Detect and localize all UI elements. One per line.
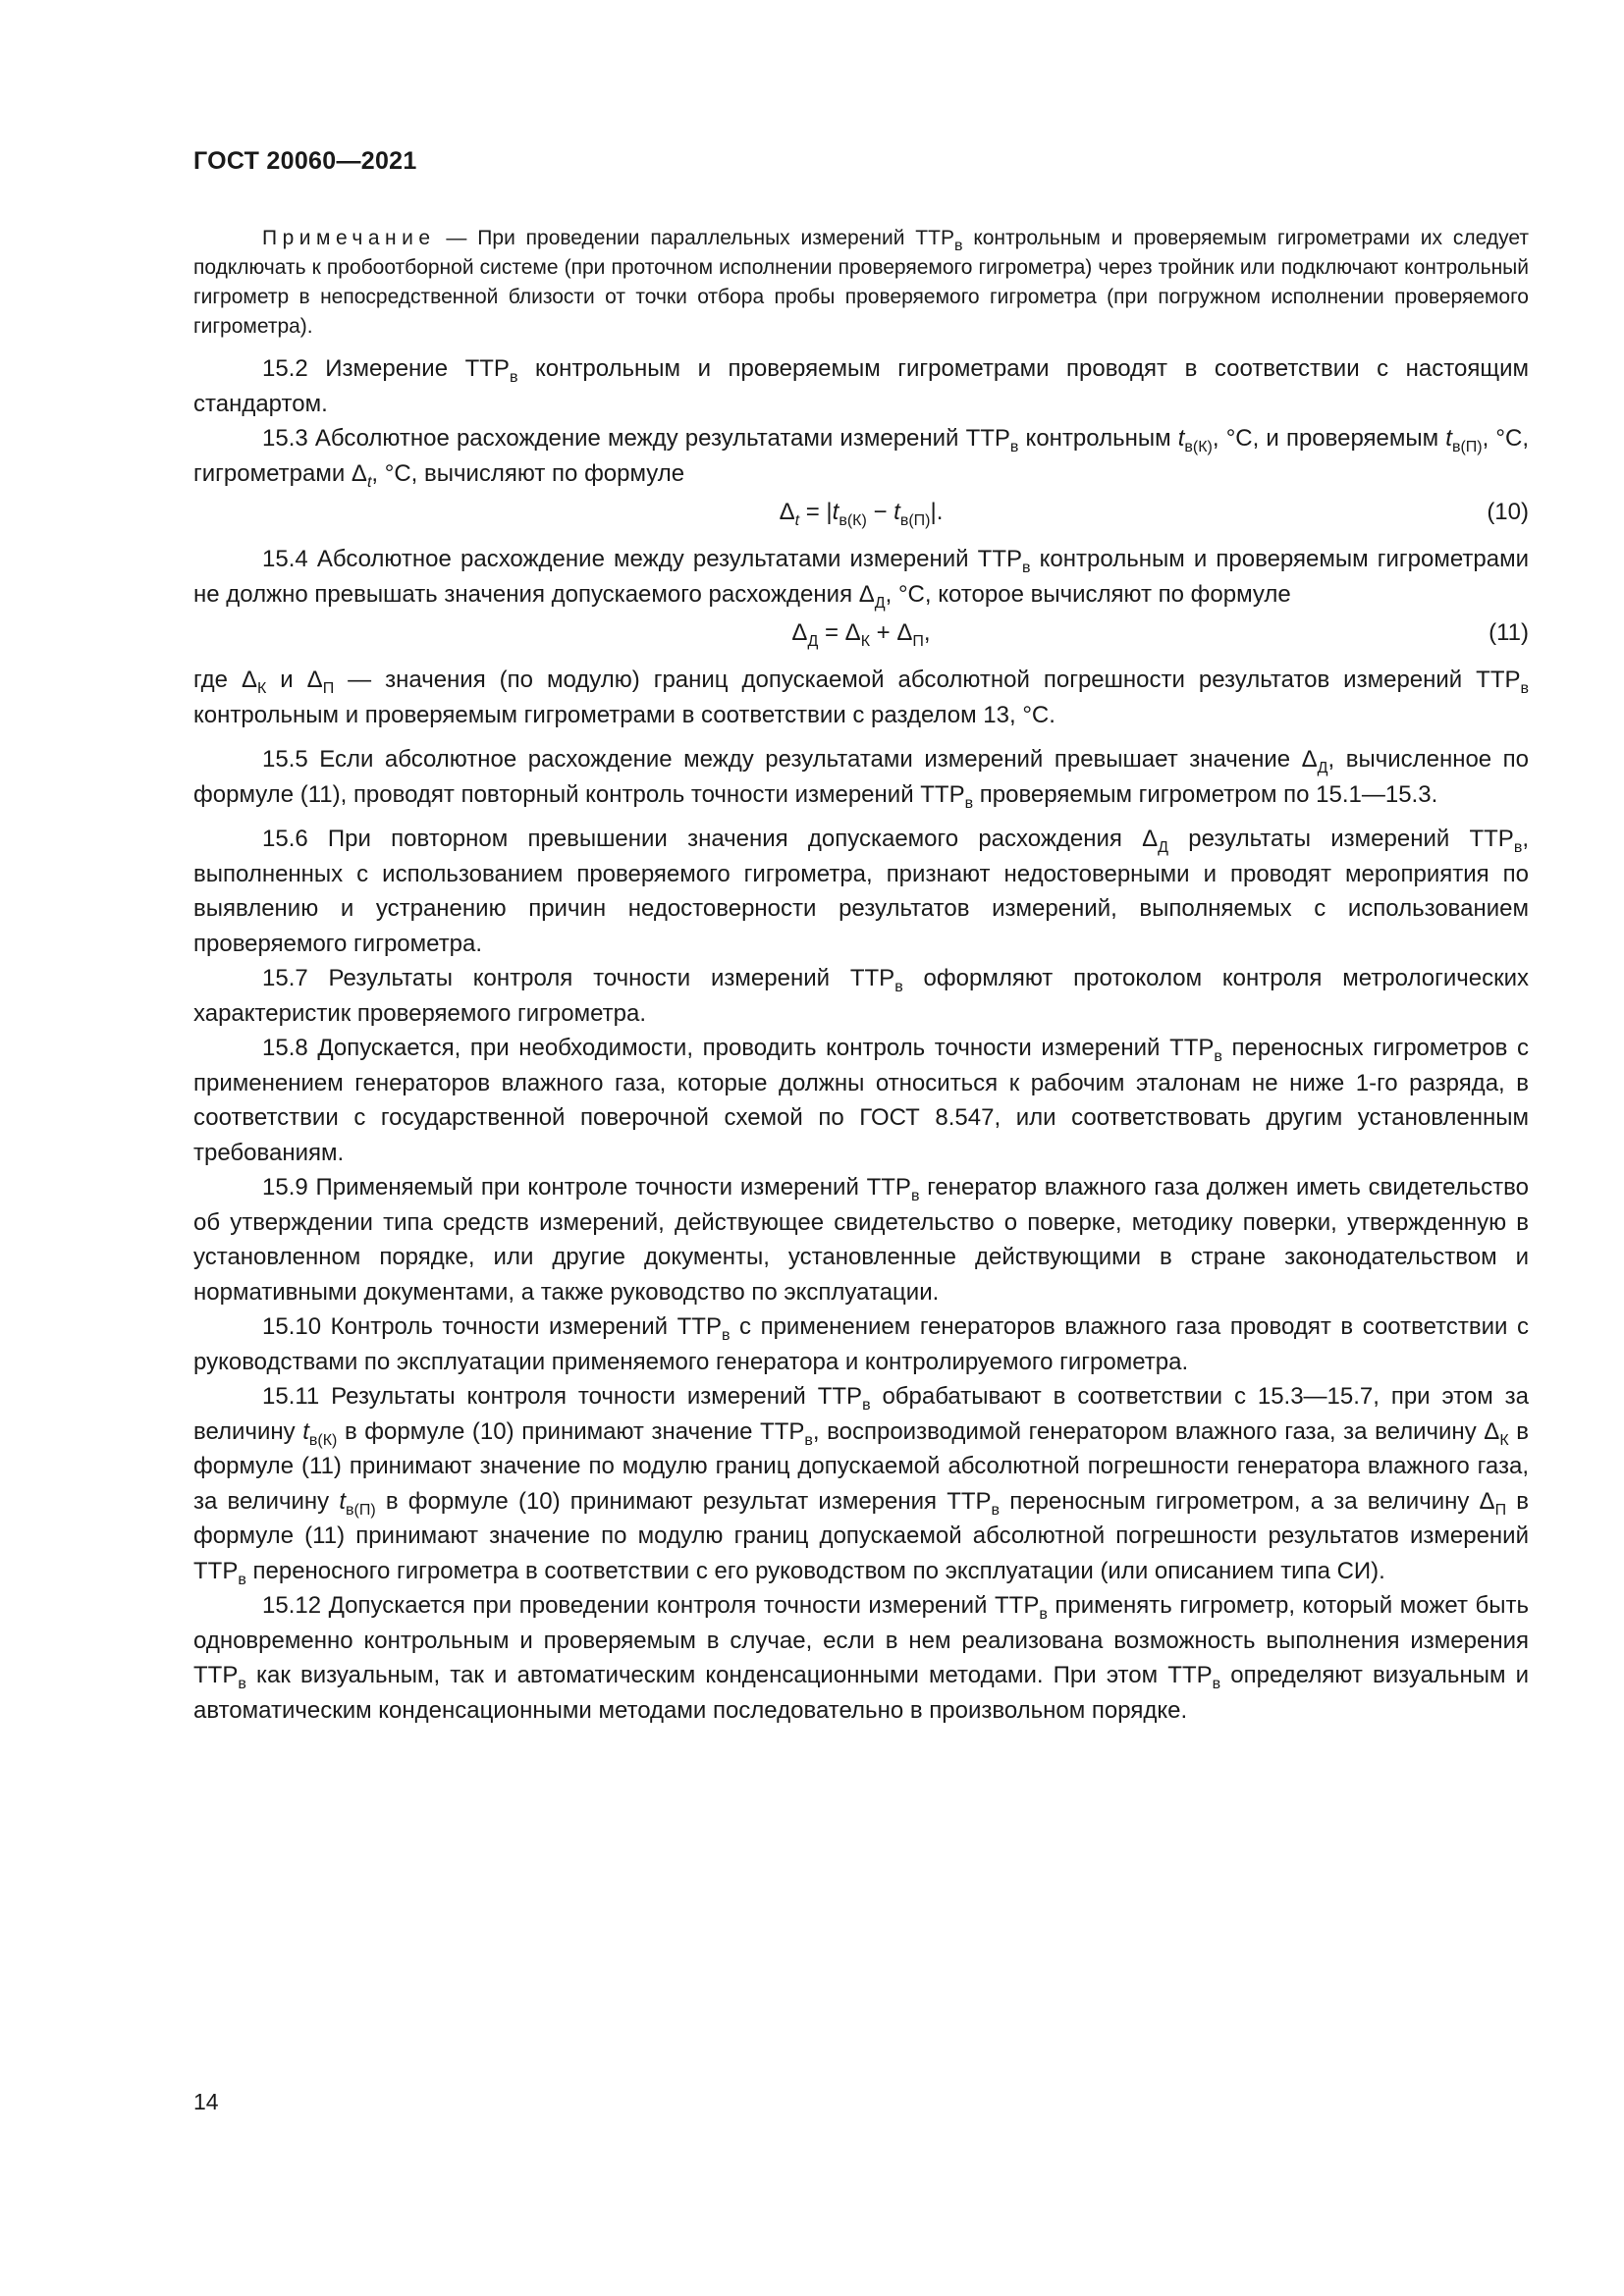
formula-11 bbox=[193, 615, 1529, 655]
document-body bbox=[193, 224, 1529, 1728]
clause-15-10: 15.10 Контроль точности измерений $ТТР_в$ с применением генераторов влажного газа проводят в соответствии с руководствами по эксплуатации применяемого генератора и контролируемого гигрометра. bbox=[193, 1313, 1529, 1375]
formula-11-expression: $\Delta_Д = \Delta_К + \Delta_П$, bbox=[791, 619, 931, 650]
clause-15-2: 15.2 Измерение $ТТР_в$ контрольным и проверяемым гигрометрами проводят в соответствии с настоящим стандартом. bbox=[193, 355, 1529, 417]
formula-11-number: (11) bbox=[1489, 619, 1529, 646]
clause-15-12: 15.12 Допускается при проведении контроля точности измерений $ТТР_в$ применять гигрометр, который может быть одновременно контрольным и проверяемым в случае, если в нем реализована возможность выполнения измерения $ТТР_в$ как визуальным, так и автоматическим конденсационными методами. При этом $ТТР_в$ определяют визуальным и автоматическим конденсационными методами последовательно в произвольном порядке. bbox=[193, 1592, 1530, 1724]
clause-15-7: 15.7 Результаты контроля точности измерений $ТТР_в$ оформляют протоколом контроля метрологических характеристик проверяемого гигрометра. bbox=[193, 965, 1530, 1027]
formula-10-expression: $\Delta_t = |t_{в(К)} - t_{в(П)}|$. bbox=[779, 499, 944, 529]
formula-10-number: (10) bbox=[1487, 499, 1529, 525]
clause-15-8: 15.8 Допускается, при необходимости, проводить контроль точности измерений $ТТР_в$ переносных гигрометров с применением генераторов влажного газа, которые должны относиться к рабочим эталонам не ниже 1-го разряда, в соответствии с государственной поверочной схемой по ГОСТ 8.547, или соответствовать другим установленным требованиям. bbox=[193, 1035, 1529, 1166]
clause-15-9: 15.9 Применяемый при контроле точности измерений $ТТР_в$ генератор влажного газа должен иметь свидетельство об утверждении типа средств измерений, действующее свидетельство о поверке, методику поверки, утвержденную в установленном порядке, или другие документы, установленные действующими в стране законодательством и нормативными документами, а также руководство по эксплуатации. bbox=[193, 1174, 1529, 1306]
formula-10 bbox=[193, 495, 1529, 534]
page-number: 14 bbox=[193, 2089, 219, 2114]
clause-15-11: 15.11 Результаты контроля точности измерений $ТТР_в$ обрабатывают в соответствии с 15.3—15.7, при этом за величину $t_{в(К)}$ в формуле (10) принимают значение $ТТР_в$, воспроизводимой генератором влажного газа, за величину $\Delta_К$ в формуле (11) принимают значение по модулю границ допускаемой абсолютной погрешности генератора влажного газа, за величину $t_{в(П)}$ в формуле (10) принимают результат измерения $ТТР_в$ переносным гигрометром, а за величину $\Delta_П$ в формуле (11) принимают значение по модулю границ допускаемой абсолютной погрешности результатов измерений $ТТР_в$ переносного гигрометра в соответствии с его руководством по эксплуатации (или описанием типа СИ). bbox=[193, 1383, 1530, 1588]
clause-15-5: 15.5 Если абсолютное расхождение между результатами измерений превышает значение $\Delta_Д$, вычисленное по формуле (11), проводят повторный контроль точности измерений $ТТР_в$ проверяемым гигрометром по 15.1—15.3. bbox=[193, 746, 1530, 812]
standard-header: ГОСТ 20060—2021 bbox=[193, 147, 417, 175]
clause-15-6: 15.6 При повторном превышении значения допускаемого расхождения $\Delta_Д$ результаты измерений $ТТР_в$, выполненных с использованием проверяемого гигрометра, признают недостоверными и проводят мероприятия по выявлению и устранению причин недостоверности результатов измерений, выполняемых с использованием проверяемого гигрометра. bbox=[193, 826, 1529, 957]
clause-15-4: 15.4 Абсолютное расхождение между результатами измерений $ТТР_в$ контрольным и проверяемым гигрометрами не должно превышать значения допускаемого расхождения $\Delta_Д$, °С, которое вычисляют по формуле bbox=[193, 546, 1529, 612]
note-paragraph: Примечание — При проведении параллельных измерений $ТТР_в$ контрольным и проверяемым гигрометрами их следует подключать к пробоотборной системе (при проточном исполнении проверяемого гигрометра) через тройник или подключают контрольный гигрометр в непосредственной близости от точки отбора пробы проверяемого гигрометра (при погружном исполнении проверяемого гигрометра). bbox=[193, 227, 1529, 338]
note-label: Примечание bbox=[262, 227, 436, 249]
where-explanation: где $\Delta_К$ и $\Delta_П$ — значения (по модулю) границ допускаемой абсолютной погрешности результатов измерений $ТТР_в$ контрольным и проверяемым гигрометрами в соответствии с разделом 13, °С. bbox=[193, 667, 1529, 728]
clause-15-3: 15.3 Абсолютное расхождение между результатами измерений $ТТР_в$ контрольным $t_{в(К)}$, °С, и проверяемым $t_{в(П)}$, °С, гигрометрами $\Delta_t$, °С, вычисляют по формуле bbox=[193, 425, 1530, 491]
